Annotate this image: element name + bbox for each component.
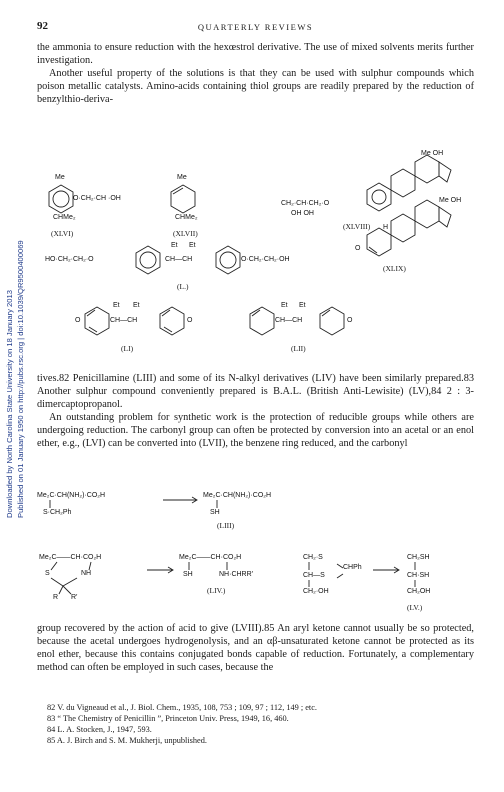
- l-left-chain: HO·CH₂·CH₂·O: [45, 256, 94, 263]
- structures-figure-1: [37, 150, 474, 360]
- downloaded-note[interactable]: Downloaded by North Carolina State University on 18 January 2013: [5, 290, 14, 518]
- caption-liv: (LIV.): [207, 586, 226, 595]
- l-ethyl-2: Et: [189, 242, 196, 249]
- reaction-drawings: [37, 490, 474, 616]
- caption-xlviii: (XLVIII): [343, 222, 371, 231]
- liv-thiol: SH: [183, 571, 193, 578]
- li-oxygen-right: O: [187, 317, 193, 324]
- li-ethyl-2: Et: [133, 302, 140, 309]
- footnotes: [37, 702, 474, 746]
- xlvi-isopropyl: CHMe₂: [53, 214, 76, 221]
- published-note[interactable]: Published on 01 January 1950 on http://pubs.rsc.org | doi:10.1039/QR9500400069: [16, 240, 25, 518]
- download-notice: [3, 140, 29, 520]
- page-number: 92: [37, 20, 48, 32]
- caption-lii: (LII): [291, 344, 306, 353]
- paragraph-5: group recovered by the action of acid to give (LVIII).85 An aryl ketone cannot usually be so protected, because the acetal undergoes hydrogenolysis, and an αβ-unsaturated ketone cannot be protected as its enol ether, because this contains conjugated bonds capable of reduction. Fortunately, a complementary method can often be employed in such cases, because the: [37, 623, 474, 673]
- lv-product-3: CH₂OH: [407, 588, 431, 595]
- caption-xlix: (XLIX): [383, 264, 406, 273]
- ring-nh: NH: [81, 570, 92, 577]
- caption-lv: (LV.): [407, 603, 423, 612]
- structure-drawings: [37, 150, 474, 360]
- xlix-hydrogen: H: [383, 224, 389, 231]
- paragraph-4: An outstanding problem for synthetic work is the protection of reducible groups while others are undergoing reduction. The carbonyl group can often be protected by conversion into an acetal or an enol ether, e.g., (LVI) can be converted into (LVII), the benzene ring reduced, and the carbonyl: [37, 412, 474, 449]
- lii-ethyl-1: Et: [281, 302, 288, 309]
- paragraph-1: the ammonia to ensure reduction with the hexœstrol derivative. The use of mixed solvents merits further investigation.: [37, 42, 474, 66]
- li-oxygen-left: O: [75, 317, 81, 324]
- liii-product: Me₂C·CH(NH₂)·CO₂H: [203, 492, 272, 499]
- ring-r2: R′: [71, 594, 78, 601]
- footnote-84: 84 L. A. Stocken, J., 1947, 593.: [47, 725, 152, 734]
- caption-li: (LI): [121, 344, 134, 353]
- xlvi-substituent: O·CH₂·CH ·OH: [73, 195, 121, 202]
- lv-reactant-4: CH₂·OH: [303, 588, 329, 595]
- liii-reactant: Me₂C·CH(NH₂)·CO₂H: [37, 492, 106, 499]
- caption-xlvi: (XLVI): [51, 229, 74, 238]
- paragraph-2: Another useful property of the solutions is that they can be used with sulphur compounds which poison metallic catalysts. Amino-acids containing thiol groups are readily prepared by the reduction of benzylthio-deriva-: [37, 68, 474, 105]
- body-text-middle: [37, 372, 474, 450]
- ring-top: Me₂C——CH·CO₂H: [39, 554, 102, 561]
- glycerol-hydroxyls: OH OH: [291, 210, 314, 217]
- xlvi-methyl: Me: [55, 174, 65, 181]
- lv-reactant-1: CH₂·S: [303, 554, 323, 561]
- liii-reactant-substituent: S·CH₂Ph: [43, 509, 72, 516]
- lii-oxygen: O: [347, 317, 353, 324]
- li-bridge: CH—CH: [110, 317, 138, 324]
- page-header: [37, 20, 474, 34]
- footnote-85: 85 A. J. Birch and S. M. Mukherji, unpublished.: [47, 736, 207, 745]
- lv-reactant-2: CHPh: [343, 564, 362, 571]
- li-ethyl-1: Et: [113, 302, 120, 309]
- l-bridge: CH—CH: [165, 256, 193, 263]
- body-text-top: [37, 41, 474, 106]
- footnote-83: 83 “ The Chemistry of Penicillin ”, Princeton Univ. Press, 1949, 16, 460.: [47, 714, 289, 723]
- lii-bridge: CH—CH: [275, 317, 303, 324]
- running-head: QUARTERLY REVIEWS: [197, 22, 314, 32]
- xlix-me-oh: Me OH: [439, 197, 462, 204]
- l-right-chain: O·CH₂·CH₂·OH: [241, 256, 290, 263]
- xlvii-isopropyl: CHMe₂: [175, 214, 198, 221]
- lii-ethyl-2: Et: [299, 302, 306, 309]
- structures-figure-2: [37, 490, 474, 616]
- ring-sulfur: S: [45, 570, 50, 577]
- caption-l: (L.): [177, 282, 189, 291]
- body-text-bottom: [37, 622, 474, 674]
- xlviii-me-oh: Me OH: [421, 150, 444, 157]
- ring-r1: R: [53, 594, 59, 601]
- l-ethyl-1: Et: [171, 242, 178, 249]
- caption-liii: (LIII): [217, 521, 235, 530]
- liii-product-substituent: SH: [210, 509, 220, 516]
- lv-product-2: CH·SH: [407, 572, 430, 579]
- xlvii-methyl: Me: [177, 174, 187, 181]
- caption-xlvii: (XLVII): [173, 229, 198, 238]
- lv-reactant-3: CH—S: [303, 572, 325, 579]
- liv-amine: NH·CHRR′: [219, 571, 253, 578]
- paragraph-3: tives.82 Penicillamine (LIII) and some of its N-alkyl derivatives (LIV) have been similarly prepared.83 Another sulphur compound conveniently prepared is B.A.L. (British Anti-Lewisite) (LV),84 2 : 3-dimercaptopropanol.: [37, 373, 474, 410]
- xlix-oxygen: O: [355, 245, 361, 252]
- footnote-82: 82 V. du Vigneaud et al., J. Biol. Chem., 1935, 108, 753 ; 109, 97 ; 112, 149 ; etc.: [47, 703, 317, 712]
- liv-top: Me₂C——CH·CO₂H: [179, 554, 242, 561]
- lv-product-1: CH₂SH: [407, 554, 430, 561]
- glycerol-chain: CH₂·CH·CH₂·O: [281, 200, 330, 207]
